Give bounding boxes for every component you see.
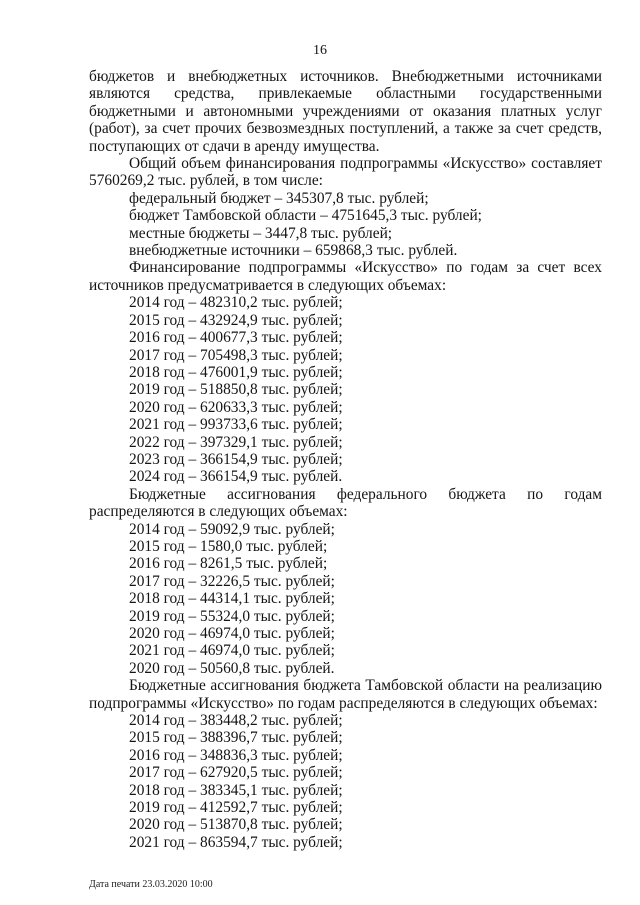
list-item: 2017 год – 705498,3 тыс. рублей; xyxy=(129,346,343,364)
page-number: 16 xyxy=(313,43,327,58)
text-line: подпрограммы «Искусство» по годам распределяются в следующих объемах: xyxy=(89,694,598,712)
all-sources-list xyxy=(89,294,602,485)
list-item: 2018 год – 44314,1 тыс. рублей; xyxy=(129,590,335,608)
text-line: распределяются в следующих объемах: xyxy=(89,503,348,521)
list-item: 2024 год – 366154,9 тыс. рублей. xyxy=(129,468,343,486)
regional-budget-paragraph xyxy=(89,677,602,712)
list-item: 2020 год – 50560,8 тыс. рублей. xyxy=(129,659,335,677)
document-body xyxy=(89,68,602,851)
text-line: источников предусматривается в следующих объемах: xyxy=(89,276,447,294)
list-item: местные бюджеты – 3447,8 тыс. рублей; xyxy=(129,224,393,242)
list-item: 2014 год – 59092,9 тыс. рублей; xyxy=(129,520,335,538)
text-line: бюджетов и внебюджетных источников. Внебюджетными источниками xyxy=(89,68,602,85)
list-item: 2023 год – 366154,9 тыс. рублей; xyxy=(129,450,343,468)
list-item: 2017 год – 32226,5 тыс. рублей; xyxy=(129,572,335,590)
list-item: 2019 год – 412592,7 тыс. рублей; xyxy=(129,799,343,817)
list-item: 2015 год – 1580,0 тыс. рублей; xyxy=(129,537,328,555)
list-item: 2022 год – 397329,1 тыс. рублей; xyxy=(129,433,343,451)
text-line: Бюджетные ассигнования бюджета Тамбовской области на реализацию xyxy=(129,677,602,695)
list-item: 2015 год – 432924,9 тыс. рублей; xyxy=(129,311,343,329)
regional-budget-list xyxy=(89,712,602,851)
text-line: Бюджетные ассигнования федерального бюджета по годам xyxy=(129,485,602,503)
list-item: 2017 год – 627920,5 тыс. рублей; xyxy=(129,764,343,782)
text-line: Общий объем финансирования подпрограммы «Искусство» составляет xyxy=(129,155,602,173)
list-item: 2016 год – 348836,3 тыс. рублей; xyxy=(129,746,343,764)
list-item: 2014 год – 383448,2 тыс. рублей; xyxy=(129,712,343,730)
total-financing-paragraph xyxy=(89,155,602,190)
list-item: 2021 год – 46974,0 тыс. рублей; xyxy=(129,642,335,660)
text-line: (работ), за счет прочих безвозмездных поступлений, а также за счет средств, xyxy=(89,120,602,138)
federal-budget-paragraph xyxy=(89,486,602,521)
total-financing-list xyxy=(89,190,602,260)
text-line: бюджетными и автономными учреждениями от оказания платных услуг xyxy=(89,102,602,120)
intro-paragraph xyxy=(89,68,602,155)
list-item: 2018 год – 476001,9 тыс. рублей; xyxy=(129,363,343,381)
list-item: 2020 год – 620633,3 тыс. рублей; xyxy=(129,398,343,416)
list-item: 2019 год – 518850,8 тыс. рублей; xyxy=(129,381,343,399)
text-line: поступающих от сдачи в аренду имущества. xyxy=(89,137,380,155)
list-item: 2014 год – 482310,2 тыс. рублей; xyxy=(129,294,343,312)
text-line: Финансирование подпрограммы «Искусство» по годам за счет всех xyxy=(129,259,602,277)
text-line: являются средства, привлекаемые областными государственными xyxy=(89,85,602,103)
list-item: 2020 год – 513870,8 тыс. рублей; xyxy=(129,816,343,834)
all-sources-paragraph xyxy=(89,259,602,294)
list-item: бюджет Тамбовской области – 4751645,3 тыс. рублей; xyxy=(129,207,482,225)
print-date-footer: Дата печати 23.03.2020 10:00 xyxy=(89,879,213,890)
list-item: 2021 год – 993733,6 тыс. рублей; xyxy=(129,416,343,434)
text-line: 5760269,2 тыс. рублей, в том числе: xyxy=(89,172,323,190)
federal-budget-list xyxy=(89,521,602,678)
list-item: 2016 год – 8261,5 тыс. рублей; xyxy=(129,555,328,573)
list-item: внебюджетные источники – 659868,3 тыс. рублей. xyxy=(129,242,458,260)
list-item: 2016 год – 400677,3 тыс. рублей; xyxy=(129,329,343,347)
list-item: федеральный бюджет – 345307,8 тыс. рублей; xyxy=(129,189,429,207)
list-item: 2015 год – 388396,7 тыс. рублей; xyxy=(129,729,343,747)
list-item: 2021 год – 863594,7 тыс. рублей; xyxy=(129,833,343,851)
list-item: 2019 год – 55324,0 тыс. рублей; xyxy=(129,607,335,625)
list-item: 2018 год – 383345,1 тыс. рублей; xyxy=(129,781,343,799)
list-item: 2020 год – 46974,0 тыс. рублей; xyxy=(129,625,335,642)
